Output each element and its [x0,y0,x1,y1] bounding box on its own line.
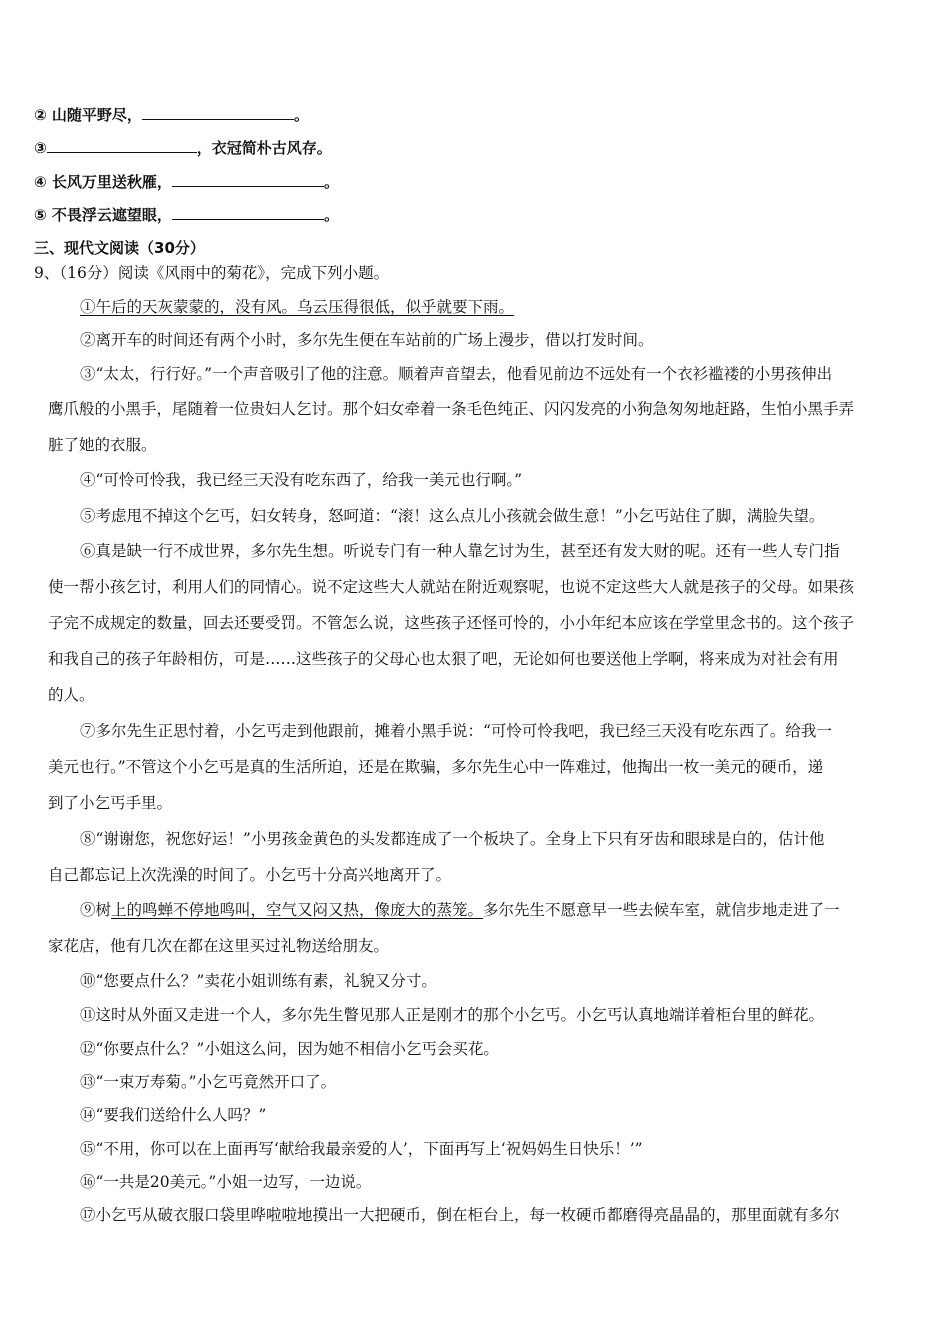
paragraph-1: ①午后的天灰蒙蒙的，没有风。乌云压得很低，似乎就要下雨。 [80,298,515,316]
paragraph-11: ⑪这时从外面又走进一个人，多尔先生瞥见那人正是刚才的那个小乞丐。小乞丐认真地端详着柜台里的鲜花。 [80,1006,825,1024]
underlined-sentence: 上的鸣蝉不停地鸣叫，空气又闷又热，像庞大的蒸笼。 [111,901,484,919]
question-heading: 9、（16分）阅读《风雨中的菊花》，完成下列小题。 [34,264,390,282]
paragraph-3-line: ③“太太，行行好。”一个声音吸引了他的注意。顺着声音望去，他看见前边不远处有一个衣衫褴褛的小男孩伸出 [80,365,833,383]
answer-blank[interactable] [172,171,324,187]
paragraph-10: ⑩“您要点什么？”卖花小姐训练有素，礼貌又分寸。 [80,972,437,990]
fill-in-line-2: ② 山随平野尽， 。 [34,106,309,124]
paragraph-7-line: 美元也行。”不管这个小乞丐是真的生活所迫，还是在欺骗，多尔先生心中一阵难过，他掏出一枚一美元的硬币，递 [48,758,824,776]
paragraph-6-line: 和我自己的孩子年龄相仿，可是……这些孩子的父母心也太狠了吧，无论如何也要送他上学啊，将来成为对社会有用 [48,650,839,668]
fill-in-line-5: ⑤ 不畏浮云遮望眼， 。 [34,206,339,224]
paragraph-8-line: ⑧“谢谢您，祝您好运！”小男孩金黄色的头发都连成了一个板块了。全身上下只有牙齿和眼球是白的，估计他 [80,830,825,848]
paragraph-6-line: 子完不成规定的数量，回去还要受罚。不管怎么说，这些孩子还怪可怜的，小小年纪本应该在学堂里念书的。这个孩子 [48,614,855,632]
paragraph-2: ②离开车的时间还有两个小时，多尔先生便在车站前的广场上漫步，借以打发时间。 [80,331,654,349]
section-title: 三、现代文阅读（30分） [34,239,205,257]
paragraph-7-line: ⑦多尔先生正思忖着，小乞丐走到他跟前，摊着小黑手说：“可怜可怜我吧，我已经三天没有吃东西了。给我一 [80,722,832,740]
paragraph-8-line: 自己都忘记上次洗澡的时间了。小乞丐十分高兴地离开了。 [48,866,452,884]
answer-blank[interactable] [142,104,294,120]
fill-in-line-3: ③ ，衣冠简朴古风存。 [34,139,332,157]
paragraph-17: ⑰小乞丐从破衣服口袋里哗啦啦地摸出一大把硬币，倒在柜台上，每一枚硬币都磨得亮晶晶的，那里面就有多尔 [80,1206,840,1224]
paragraph-5: ⑤考虑甩不掉这个乞丐，妇女转身，怒呵道：“滚！这么点儿小孩就会做生意！”小乞丐站住了脚，满脸失望。 [80,507,825,525]
paragraph-4: ④“可怜可怜我，我已经三天没有吃东西了，给我一美元也行啊。” [80,471,523,489]
paragraph-9-line: ⑨树上的鸣蝉不停地鸣叫，空气又闷又热，像庞大的蒸笼。多尔先生不愿意早一些去候车室，就信步地走进了一 [80,901,840,919]
paragraph-13: ⑬“一束万寿菊。”小乞丐竟然开口了。 [80,1073,337,1091]
paragraph-6-line: 使一帮小孩乞讨，利用人们的同情心。说不定这些大人就站在附近观察呢，也说不定这些大人就是孩子的父母。如果孩 [48,578,855,596]
paragraph-16: ⑯“一共是20美元。”小姐一边写，一边说。 [80,1173,372,1191]
paragraph-6-line: 的人。 [48,686,95,704]
fill-in-line-4: ④ 长风万里送秋雁， 。 [34,173,339,191]
answer-blank[interactable] [47,137,197,153]
answer-blank[interactable] [172,204,324,220]
paragraph-15: ⑮“不用，你可以在上面再写‘献给我最亲爱的人’，下面再写上‘祝妈妈生日快乐！’” [80,1140,643,1158]
paragraph-9-line: 家花店，他有几次在都在这里买过礼物送给朋友。 [48,937,390,955]
paragraph-6-line: ⑥真是缺一行不成世界，多尔先生想。听说专门有一种人靠乞讨为生，甚至还有发大财的呢。还有一些人专门指 [80,542,840,560]
paragraph-12: ⑫“你要点什么？”小姐这么问，因为她不相信小乞丐会买花。 [80,1040,499,1058]
paragraph-7-line: 到了小乞丐手里。 [48,794,173,812]
paragraph-14: ⑭“要我们送给什么人吗？” [80,1106,267,1124]
paragraph-3-line: 脏了她的衣服。 [48,436,157,454]
paragraph-3-line: 鹰爪般的小黑手，尾随着一位贵妇人乞讨。那个妇女牵着一条毛色纯正、闪闪发亮的小狗急匆匆地赶路，生怕小黑手弄 [48,400,855,418]
